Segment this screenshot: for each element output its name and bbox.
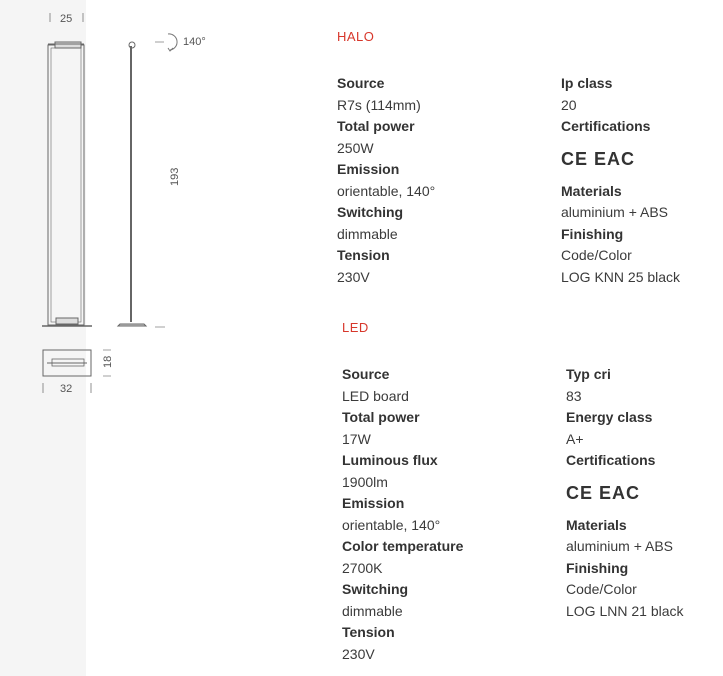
spec-value: 2700K [342, 559, 383, 576]
spec-label: Emission [337, 161, 400, 177]
base-top-view [43, 350, 91, 376]
certifications-label: Certifications [561, 118, 651, 134]
spec-label: Tension [337, 247, 390, 263]
cri-label: Typ cri [566, 366, 611, 382]
spec-label: Total power [342, 409, 420, 425]
ip-class-value: 20 [561, 96, 577, 113]
spec-value: LED board [342, 387, 409, 404]
spec-label: Luminous flux [342, 452, 438, 468]
spec-label: Total power [337, 118, 415, 134]
halo-specs-right [561, 73, 680, 288]
spec-label: Source [337, 75, 385, 91]
dim-base-width: 32 [60, 383, 73, 395]
dim-height: 193 [169, 167, 181, 186]
spec-value: orientable, 140° [342, 516, 441, 533]
materials-value: aluminium + ABS [561, 204, 668, 220]
certification-marks: CE EAC [561, 148, 636, 169]
halo-specs-left [337, 73, 435, 288]
cri-value: 83 [566, 387, 582, 404]
spec-value: 1900lm [342, 473, 388, 490]
finishing-label: Finishing [566, 559, 629, 576]
spec-value: 17W [342, 430, 371, 447]
front-view [42, 42, 92, 326]
rotation-angle: 140° [183, 36, 206, 48]
code-color-label: Code/Color [566, 581, 637, 597]
spec-value: R7s (114mm) [337, 96, 421, 113]
dim-base-depth: 18 [102, 355, 114, 368]
spec-label: Switching [337, 204, 404, 220]
spec-label: Tension [342, 624, 395, 640]
spec-label: Source [342, 366, 390, 382]
spec-label: Switching [342, 581, 409, 597]
energy-class-value: A+ [566, 430, 584, 447]
led-specs-right [566, 364, 684, 622]
spec-value: orientable, 140° [337, 182, 436, 199]
finish-value: LOG KNN 25 black [561, 268, 681, 285]
side-view [118, 42, 146, 326]
spec-value: 230V [337, 268, 370, 285]
spec-value: dimmable [342, 602, 403, 619]
dim-top-width: 25 [60, 13, 73, 25]
led-title: LED [342, 320, 369, 335]
spec-label: Emission [342, 495, 405, 511]
materials-label: Materials [566, 516, 627, 533]
lamp-technical-drawing [0, 0, 300, 420]
code-color-label: Code/Color [561, 247, 632, 263]
spec-label: Color temperature [342, 538, 464, 554]
finishing-label: Finishing [561, 225, 624, 242]
certifications-label: Certifications [566, 452, 656, 468]
finish-value: LOG LNN 21 black [566, 602, 684, 619]
halo-title: HALO [337, 29, 375, 44]
ip-class-label: Ip class [561, 75, 613, 91]
materials-label: Materials [561, 182, 622, 199]
spec-value: 230V [342, 645, 375, 662]
certification-marks: CE EAC [566, 482, 641, 503]
materials-value: aluminium + ABS [566, 538, 673, 554]
energy-class-label: Energy class [566, 409, 653, 425]
spec-value: 250W [337, 139, 374, 156]
spec-value: dimmable [337, 225, 398, 242]
led-specs-left [342, 364, 463, 665]
